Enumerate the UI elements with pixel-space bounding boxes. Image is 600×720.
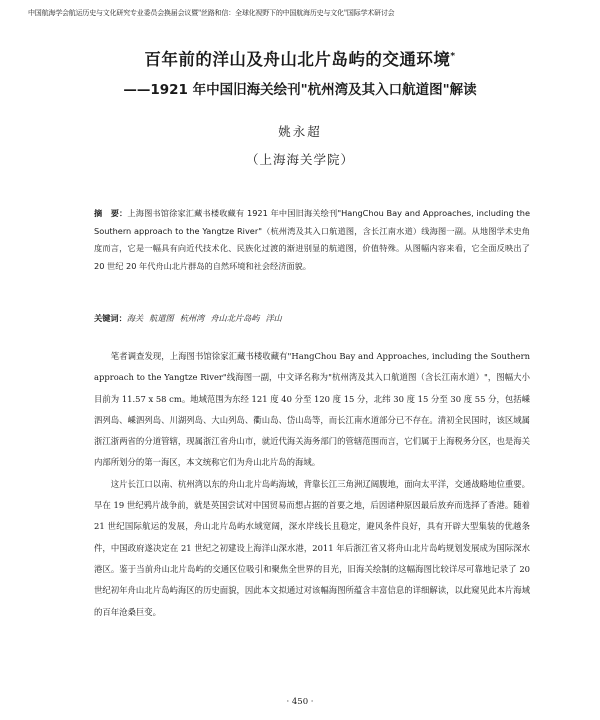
- paper-title: [0, 46, 600, 70]
- keywords-label: 关键词：: [94, 313, 127, 323]
- author-affiliation: （上海海关学院）: [245, 152, 354, 167]
- running-header: 中国航海学会航运历史与文化研究专业委员会换届会议暨"丝路和信：全球化视野下的中国航海历史与文化"国际学术研讨会: [28, 9, 395, 17]
- body-text: [94, 346, 530, 623]
- abstract-label: 摘 要：: [94, 208, 128, 218]
- author-name: 姚永超: [278, 124, 322, 139]
- keyword: 舟山北片岛屿: [210, 313, 260, 323]
- keyword: 航道图: [149, 313, 174, 323]
- body-paragraph: 这片长江口以南、杭州湾以东的舟山北片岛屿海域，背靠长江三角洲辽阔腹地，面向太平洋，交通战略地位重要。早在 19 世纪鸦片战争前，就是英国尝试对中国贸易而想占据的首要之地，后因诸种原因最后放弃而选择了香港。随着 21 世纪国际航运的发展，舟山北片岛屿水域宽阔，深水岸线长且稳定，避风条件良好，具有开辟大型集装的优越条件，中国政府遂决定在 21 世纪之初建设上海洋山深水港，2011 年后浙江省又将舟山北片岛屿规划发展成为国际深水港区。鉴于当前舟山北片岛屿的交通区位吸引和聚焦全世界的目光，旧海关绘制的这幅海图比较详尽可靠地记录了 20 世纪初年舟山北片岛屿海区的历史面貌，因此本文拟通过对该幅海图所蕴含丰富信息的详细解读，以此窥见此本片海域的百年沧桑巨变。: [94, 478, 530, 617]
- keywords: [94, 311, 530, 325]
- title-text: 百年前的洋山及舟山北片岛屿的交通环境: [144, 50, 451, 69]
- keyword: 洋山: [265, 313, 282, 323]
- paper-subtitle: ——1921 年中国旧海关绘刊"杭州湾及其入口航道图"解读: [123, 82, 477, 98]
- page-number: · 450 ·: [286, 697, 314, 707]
- abstract-text: 上海图书馆徐家汇藏书楼收藏有 1921 年中国旧海关绘刊"HangChou Bay and Approaches, including the Southern approach to the Yangtze River"（杭州湾及其入口航道图，含长江南水道）线海图一副。从地图学术史角度而言，它是一幅具有向近代技术化、民族化过渡的渐进别显的航道图，价值特殊。从图幅内容来看，它全面反映出了 20 世纪 20 年代舟山北片群岛的自然环境和社会经济面貌。: [94, 208, 530, 271]
- keyword: 杭州湾: [179, 313, 205, 323]
- title-note-mark: *: [450, 51, 456, 62]
- abstract: [94, 205, 530, 275]
- body-paragraph: 笔者调查发现，上海图书馆徐家汇藏书楼收藏有"HangChou Bay and Approaches, including the Southern approach to the Yangtze River"线海图一副，中文译名称为"杭州湾及其入口航道图（含长江南水道）"，图幅大小目前为 11.57 x 58 cm。地域范围为东经 121 度 40 分至 120 度 15 分，北纬 30 度 15 分至 30 度 55 分，包括嵊泗列岛、嵊泗列岛、川湖列岛、大山列岛、衢山岛、岱山岛等，而长江南水道部分已不存在。清初全民国时，该区域属浙江浙两省的分道管辖，现属浙江省舟山市，就近代海关海务部门的管辖范围而言，它们属于上海税务分区，也是海关内部所划分的第一海区，本文统称它们为舟山北片岛的海域。: [94, 351, 530, 468]
- keyword: 海关: [126, 313, 144, 323]
